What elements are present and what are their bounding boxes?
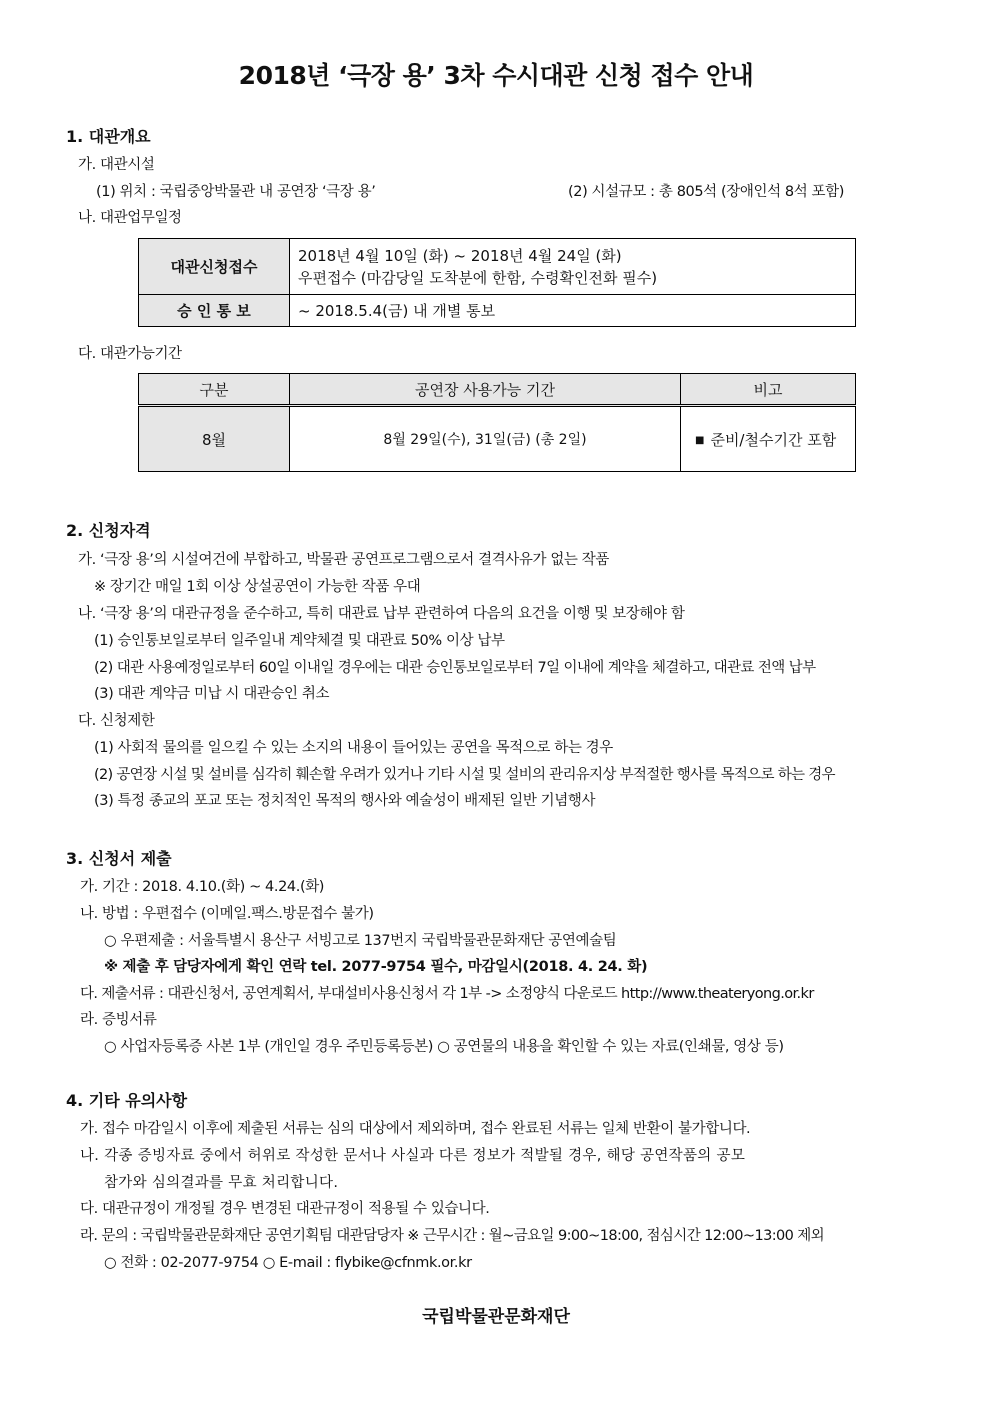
- s3-notice: ※ 제출 후 담당자에게 확인 연락 tel. 2077-9754 필수, 마감일시(2018. 4. 24. 화): [104, 959, 648, 975]
- s4-line: 참가와 심의결과를 무효 처리합니다.: [104, 1175, 339, 1191]
- organization-footer: 국립박물관문화재단: [422, 1307, 570, 1327]
- square-bullet-icon: ■: [695, 434, 705, 446]
- s3-line: 나. 방법 : 우편접수 (이메일.팩스.방문접수 불가): [80, 906, 374, 922]
- schedule-table: [138, 238, 856, 327]
- schedule-label-approval: 승 인 통 보: [139, 295, 290, 327]
- avail-month: 8월: [139, 406, 290, 472]
- s2-line: (3) 특정 종교의 포교 또는 정치적인 목적의 행사와 예술성이 배제된 일반 기념행사: [94, 793, 596, 809]
- s2-line: (2) 공연장 시설 및 설비를 심각히 훼손할 우려가 있거나 기타 시설 및 설비의 관리유지상 부적절한 행사를 목적으로 하는 경우: [94, 767, 835, 783]
- s2-line: 가. ‘극장 용’의 시설여건에 부합하고, 박물관 공연프로그램으로서 결격사유가 없는 작품: [78, 552, 609, 568]
- s2-line: 나. ‘극장 용’의 대관규정을 준수하고, 특히 대관료 납부 관련하여 다음의 요건을 이행 및 보장해야 함: [78, 606, 685, 622]
- s3-line: 가. 기간 : 2018. 4.10.(화) ~ 4.24.(화): [80, 879, 325, 895]
- schedule-label-apply: 대관신청접수: [139, 239, 290, 295]
- s2-line: (1) 사회적 물의를 일으킬 수 있는 소지의 내용이 들어있는 공연을 목적으로 하는 경우: [94, 740, 613, 756]
- schedule-apply-period: 2018년 4월 10일 (화) ~ 2018년 4월 24일 (화): [298, 246, 622, 265]
- s4-line: ○ 전화 : 02-2077-9754 ○ E-mail : flybike@cfnmk.or.kr: [104, 1255, 472, 1271]
- avail-note: 준비/철수기간 포함: [710, 430, 837, 449]
- s4-line: 다. 대관규정이 개정될 경우 변경된 대관규정이 적용될 수 있습니다.: [80, 1201, 490, 1217]
- s1-location: (1) 위치 : 국립중앙박물관 내 공연장 ‘극장 용’: [96, 184, 376, 200]
- s3-line: ○ 우편제출 : 서울특별시 용산구 서빙고로 137번지 국립박물관문화재단 공연예술팀: [104, 933, 617, 949]
- s2-line: (2) 대관 사용예정일로부터 60일 이내일 경우에는 대관 승인통보일로부터 7일 이내에 계약을 체결하고, 대관료 전액 납부: [94, 660, 816, 676]
- s3-line: 다. 제출서류 : 대관신청서, 공연계획서, 부대설비사용신청서 각 1부 -> 소정양식 다운로드 http://www.theateryong.or.kr: [80, 986, 814, 1002]
- s2-line: 다. 신청제한: [78, 713, 155, 729]
- avail-header-category: 구분: [139, 374, 290, 406]
- s4-line: 라. 문의 : 국립박물관문화재단 공연기획팀 대관담당자 ※ 근무시간 : 월~금요일 9:00~18:00, 점심시간 12:00~13:00 제외: [80, 1228, 825, 1244]
- availability-table: [138, 373, 856, 472]
- s1-capacity: (2) 시설규모 : 총 805석 (장애인석 8석 포함): [568, 184, 844, 200]
- s1-item-c: 다. 대관가능기간: [78, 346, 182, 362]
- s4-line: 가. 접수 마감일시 이후에 제출된 서류는 심의 대상에서 제외하며, 접수 완료된 서류는 일체 반환이 불가합니다.: [80, 1121, 751, 1137]
- avail-dates: 8월 29일(수), 31일(금) (총 2일): [290, 406, 681, 472]
- section-1-heading: 1. 대관개요: [66, 127, 151, 146]
- s2-line: (1) 승인통보일로부터 일주일내 계약체결 및 대관료 50% 이상 납부: [94, 633, 505, 649]
- page-title: 2018년 ‘극장 용’ 3차 수시대관 신청 접수 안내: [238, 61, 754, 90]
- s3-line: 라. 증빙서류: [80, 1012, 157, 1028]
- s2-line: ※ 장기간 매일 1회 이상 상설공연이 가능한 작품 우대: [94, 579, 421, 595]
- s2-line: (3) 대관 계약금 미납 시 대관승인 취소: [94, 686, 330, 702]
- s1-item-a: 가. 대관시설: [78, 157, 155, 173]
- section-4-heading: 4. 기타 유의사항: [66, 1091, 188, 1110]
- schedule-apply-method: 우편접수 (마감당일 도착분에 한함, 수령확인전화 필수): [298, 268, 658, 287]
- s1-item-b: 나. 대관업무일정: [78, 210, 182, 226]
- avail-header-note: 비고: [681, 374, 856, 406]
- schedule-approval-value: ~ 2018.5.4(금) 내 개별 통보: [290, 295, 856, 327]
- section-2-heading: 2. 신청자격: [66, 521, 151, 540]
- avail-header-period: 공연장 사용가능 기간: [290, 374, 681, 406]
- s4-line: 나. 각종 증빙자료 중에서 허위로 작성한 문서나 사실과 다른 정보가 적발될 경우, 해당 공연작품의 공모: [80, 1148, 746, 1164]
- section-3-heading: 3. 신청서 제출: [66, 849, 172, 868]
- s3-line: ○ 사업자등록증 사본 1부 (개인일 경우 주민등록등본) ○ 공연물의 내용을 확인할 수 있는 자료(인쇄물, 영상 등): [104, 1039, 784, 1055]
